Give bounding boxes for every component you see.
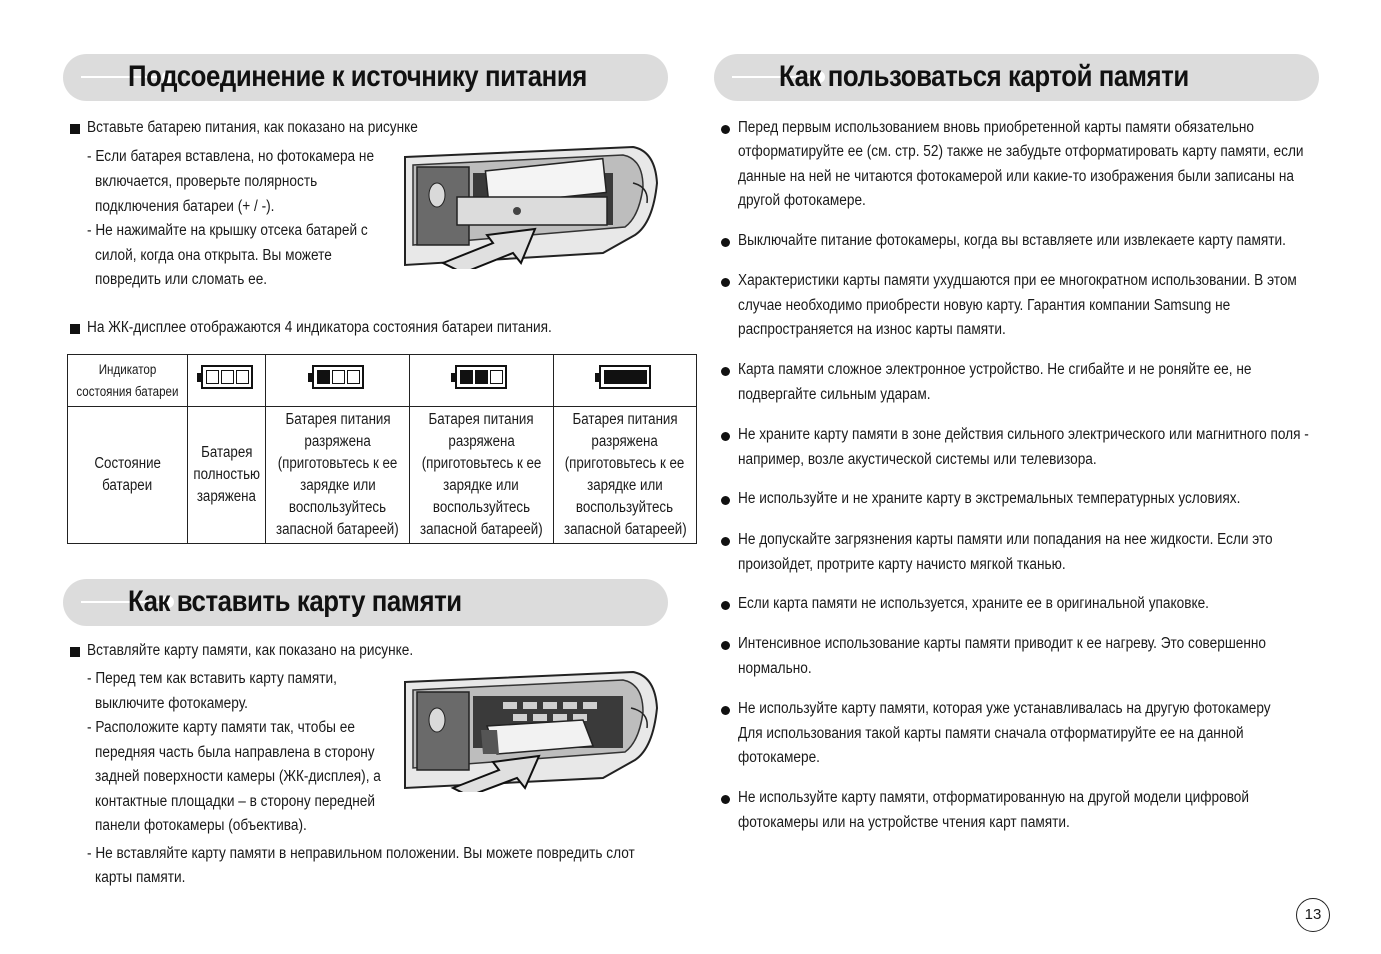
card-usage-bullet-text: Перед первым использованием вновь приобретенной карты памяти обязательно (738, 119, 1254, 136)
round-bullet-icon (721, 795, 730, 804)
card-usage-bullet-text: Характеристики карты памяти ухудшаются при ее многократном использовании. В этом (738, 272, 1297, 289)
section-header-power (63, 54, 668, 101)
card-usage-bullet-text: например, возле акустической системы или телевизора. (738, 451, 1097, 468)
card-usage-bullet-text: распространяется на износ карты памяти. (738, 321, 1006, 338)
memory-card-insertion-illustration (403, 668, 659, 792)
section-title-insert-card: Как вставить карту памяти (128, 585, 462, 618)
power-note-line: силой, когда она открыта. Вы можете (95, 247, 332, 264)
table-row (68, 407, 697, 544)
insert-note-line: контактные площадки – в сторону передней (95, 793, 376, 810)
card-usage-bullet-text: Карта памяти сложное электронное устройство. Не сгибайте и не роняйте ее, не (738, 361, 1252, 378)
lcd-indicator-note: На ЖК-дисплее отображаются 4 индикатора состояния батареи питания. (87, 319, 552, 336)
card-usage-bullet-text: Для использования такой карты памяти сначала отформатируйте ее на данной (738, 725, 1244, 742)
insert-note-line: карты памяти. (95, 869, 186, 886)
power-note-line: подключения батареи (+ / -). (95, 198, 275, 215)
insert-note-line: панели фотокамеры (объектива). (95, 817, 307, 834)
card-usage-bullet-text: нормально. (738, 660, 812, 677)
battery-empty-indicator-cell (553, 355, 697, 407)
round-bullet-icon (721, 367, 730, 376)
square-bullet-icon (70, 647, 80, 657)
card-usage-bullet-text: Не допускайте загрязнения карты памяти или попадания на нее жидкости. Если это (738, 531, 1273, 548)
card-usage-bullet-text: подвергайте сильным ударам. (738, 386, 931, 403)
battery-empty-icon (599, 365, 651, 389)
insert-note-line: передняя часть была направлена в сторону (95, 744, 375, 761)
battery-low1-indicator-cell (266, 355, 410, 407)
battery-one-third-icon (455, 365, 507, 389)
card-usage-bullet-text: другой фотокамере. (738, 192, 866, 209)
card-usage-bullet-text: Выключайте питание фотокамеры, когда вы вставляете или извлекаете карту памяти. (738, 232, 1286, 249)
battery-status-table (67, 354, 697, 544)
section-title-power: Подсоединение к источнику питания (128, 60, 587, 93)
battery-insertion-illustration (403, 143, 659, 269)
card-usage-bullet-text: произойдет, протрите карту начисто мягкой тканью. (738, 556, 1066, 573)
card-usage-bullet-text: Не используйте карту памяти, которая уже устанавливалась на другую фотокамеру (738, 700, 1271, 717)
card-usage-bullet-text: Не используйте и не храните карту в экстремальных температурных условиях. (738, 490, 1241, 507)
power-note-line: включается, проверьте полярность (95, 173, 318, 190)
power-note-line: повредить или сломать ее. (95, 271, 268, 288)
round-bullet-icon (721, 278, 730, 287)
battery-full-status: Батарея полностью заряжена (187, 407, 265, 544)
insert-note-line: выключите фотокамеру. (95, 695, 248, 712)
section-header-using-card (714, 54, 1319, 101)
card-usage-bullet-text: Не используйте карту памяти, отформатированную на другой модели цифровой (738, 789, 1250, 806)
round-bullet-icon (721, 706, 730, 715)
card-usage-bullet-text: отформатируйте ее (см. стр. 52) также не забудьте отформатировать карту памяти, если (738, 143, 1304, 160)
round-bullet-icon (721, 496, 730, 505)
round-bullet-icon (721, 601, 730, 610)
square-bullet-icon (70, 124, 80, 134)
battery-full-indicator-cell (187, 355, 265, 407)
insert-card-intro: Вставляйте карту памяти, как показано на рисунке. (87, 642, 414, 659)
round-bullet-icon (721, 238, 730, 247)
page-number: 13 (1296, 898, 1330, 932)
insert-note-line: - Расположите карту памяти так, чтобы ее (87, 719, 355, 736)
battery-low-status: Батарея питания разряжена (приготовьтесь к ее зарядке или воспользуйтесь запасной батареей) (553, 407, 697, 544)
battery-full-icon (201, 365, 253, 389)
battery-two-thirds-icon (312, 365, 364, 389)
card-usage-bullet-text: Если карта памяти не используется, храните ее в оригинальной упаковке. (738, 595, 1209, 612)
card-usage-bullet-text: Интенсивное использование карты памяти приводит к ее нагреву. Это совершенно (738, 635, 1266, 652)
card-usage-bullet-text: фотокамеры или на устройстве чтения карт памяти. (738, 814, 1070, 831)
round-bullet-icon (721, 432, 730, 441)
insert-note-line: - Перед тем как вставить карту памяти, (87, 670, 337, 687)
table-header-indicator: Индикатор состояния батареи (68, 355, 188, 407)
insert-note-line: - Не вставляйте карту памяти в неправильном положении. Вы можете повредить слот (87, 845, 635, 862)
round-bullet-icon (721, 641, 730, 650)
battery-low-status: Батарея питания разряжена (приготовьтесь к ее зарядке или воспользуйтесь запасной батареей) (409, 407, 553, 544)
battery-low2-indicator-cell (409, 355, 553, 407)
power-note-line: - Не нажимайте на крышку отсека батарей с (87, 222, 368, 239)
table-row-label: Состояние батареи (68, 407, 188, 544)
round-bullet-icon (721, 125, 730, 134)
round-bullet-icon (721, 537, 730, 546)
section-header-insert-card (63, 579, 668, 626)
section-title-using-card: Как пользоваться картой памяти (779, 60, 1189, 93)
power-intro: Вставьте батарею питания, как показано на рисунке (87, 119, 418, 136)
table-row (68, 355, 697, 407)
card-usage-bullet-text: фотокамере. (738, 749, 820, 766)
card-usage-bullet-text: данные на ней не читаются фотокамерой или какие-то изображения были записаны на (738, 168, 1294, 185)
square-bullet-icon (70, 324, 80, 334)
insert-note-line: задней поверхности камеры (ЖК-дисплея), а (95, 768, 381, 785)
card-usage-bullet-text: Не храните карту памяти в зоне действия сильного электрического или магнитного поля - (738, 426, 1309, 443)
card-usage-bullet-text: случае необходимо приобрести новую карту. Гарантия компании Samsung не (738, 297, 1231, 314)
power-note-line: - Если батарея вставлена, но фотокамера не (87, 148, 375, 165)
battery-low-status: Батарея питания разряжена (приготовьтесь к ее зарядке или воспользуйтесь запасной батареей) (266, 407, 410, 544)
